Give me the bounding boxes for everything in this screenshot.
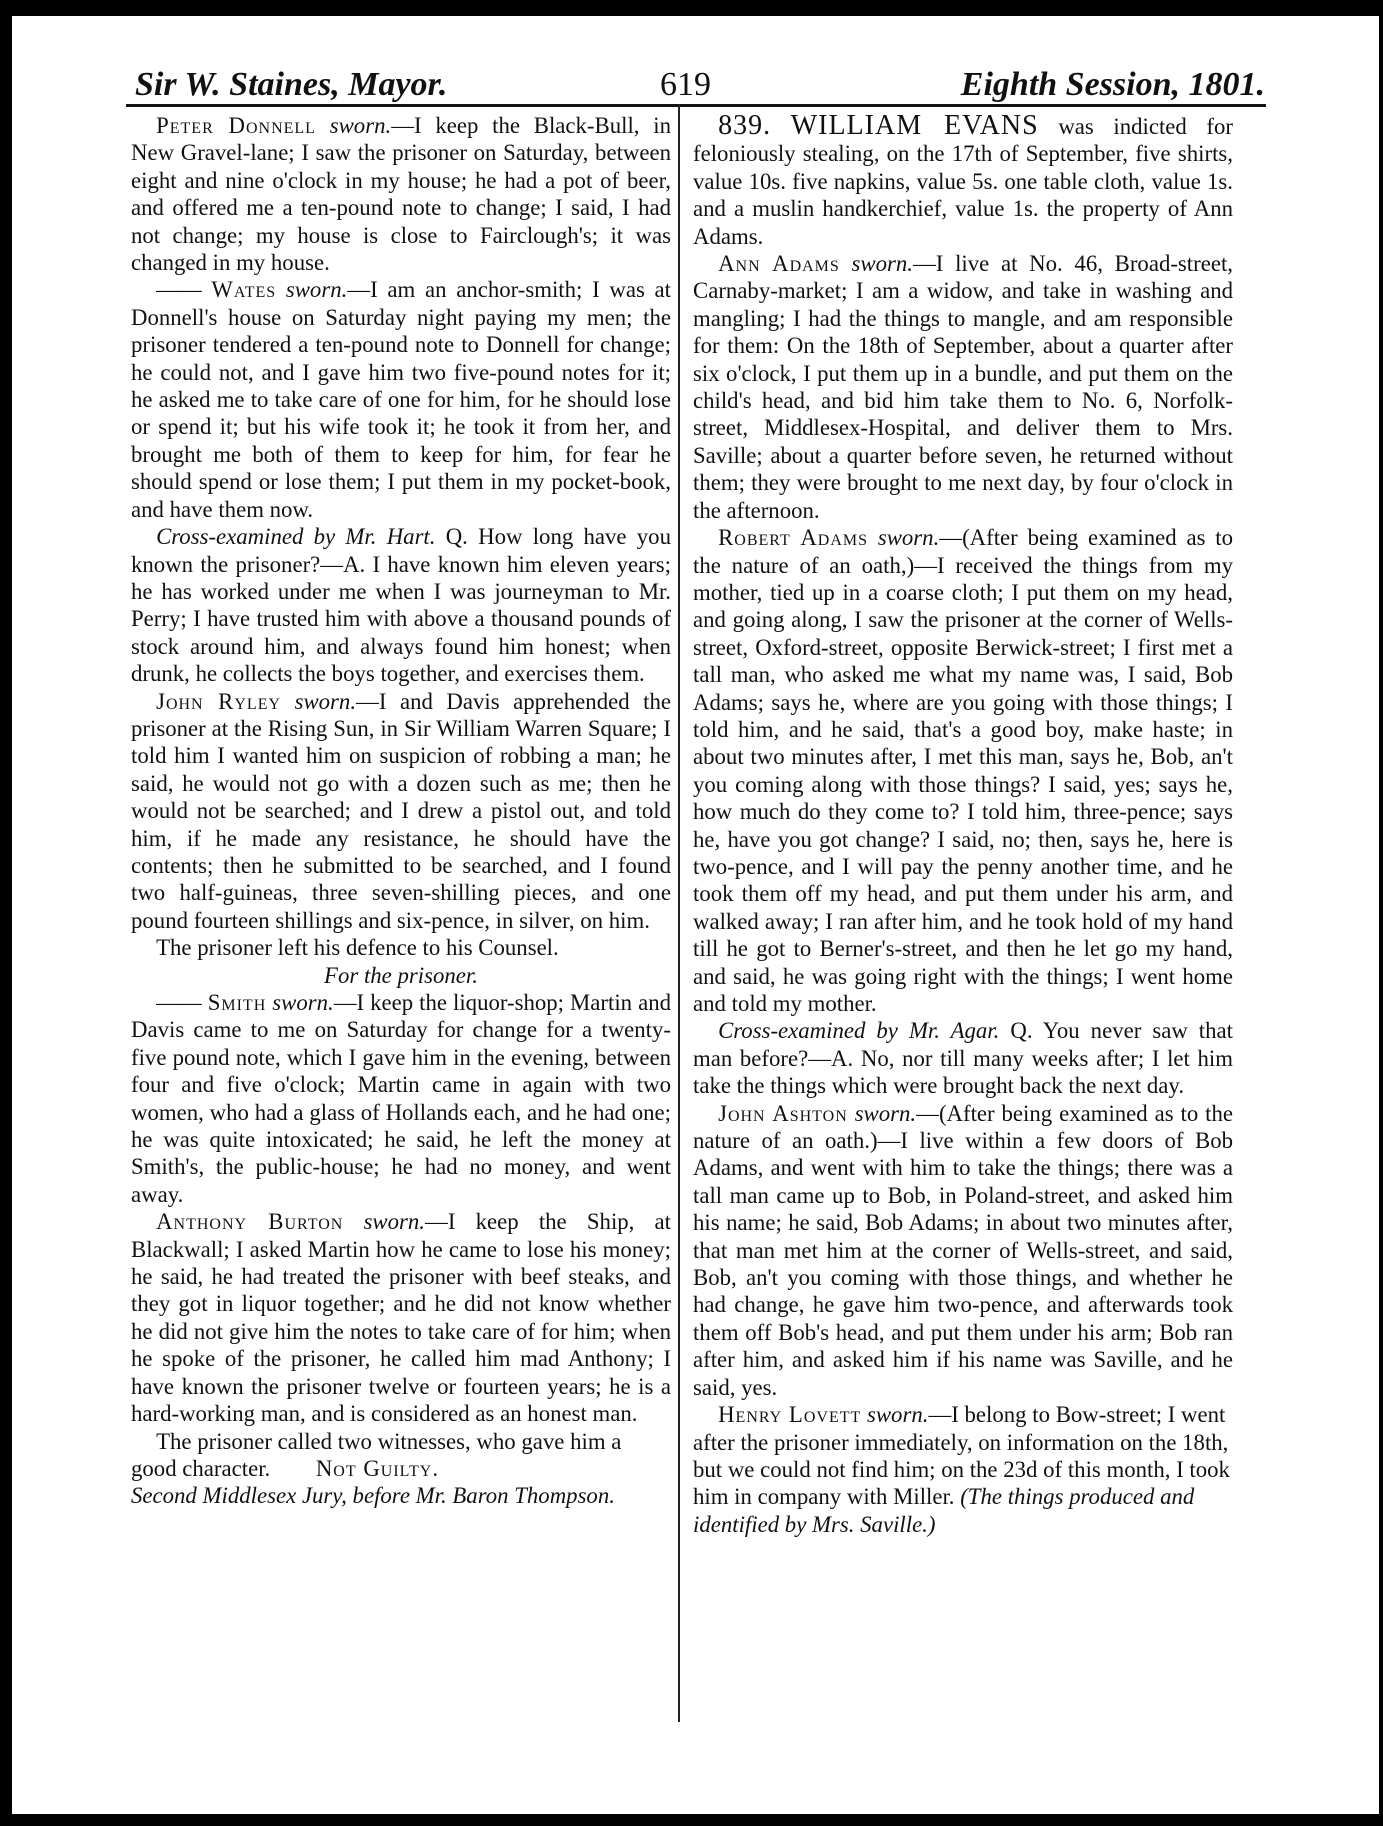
sworn-label: sworn. bbox=[851, 251, 913, 277]
cross-label: Cross-examined by Mr. Agar. bbox=[718, 1018, 1000, 1044]
testimony-peter-donnell bbox=[131, 112, 671, 276]
testimony-text: —I keep the Ship, at Blackwall; I asked Martin how he came to lose his money; he said, he had treated the prisoner with beef steaks, and they got in liquor together; and he did not know whether he did not give him the notes to take care of for him; when he spoke of the prisoner, he called him mad Anthony; I have known the prisoner twelve or fourteen years; he is a hard-working man, and is considered as an honest man. bbox=[131, 1209, 672, 1427]
testimony-robert-adams bbox=[693, 524, 1233, 1017]
testimony-anthony-burton bbox=[131, 1208, 671, 1427]
jury-note: Second Middlesex Jury, before Mr. Baron Thompson. bbox=[131, 1483, 615, 1509]
cross-examination-hart bbox=[131, 523, 671, 687]
identification-note: (The things produced and identified by Mrs. Saville.) bbox=[693, 1484, 1195, 1537]
header-rule bbox=[126, 104, 1266, 107]
cross-examination-agar bbox=[693, 1017, 1233, 1099]
witness-name: Robert Adams bbox=[718, 525, 869, 551]
dash-lead: —— bbox=[156, 990, 208, 1015]
dash-lead: —— bbox=[156, 277, 212, 303]
sworn-label: sworn. bbox=[272, 990, 334, 1015]
testimony-smith bbox=[131, 989, 671, 1208]
sworn-label: sworn. bbox=[854, 1100, 917, 1126]
sworn-label: sworn. bbox=[363, 1209, 426, 1235]
testimony-text: —I keep the liquor-shop; Martin and Davis came to me on Saturday for change for a twenty-five pound note, which I gave him in the evening, between four and five o'clock; Martin came in again with two women, who had a glass of Hollands each, and he had one; he was quite intoxicated; he said, he left the money at Smith's, the public-house; he had no money, and went away. bbox=[131, 990, 671, 1207]
indictment-text: was indicted for feloniously stealing, on the 17th of September, five shirts, value 10s. five napkins, value 5s. one table cloth, value 1s. and a muslin handkerchief, value 1s. the property of Ann Adams. bbox=[693, 114, 1233, 249]
testimony-text: Q. How long have you known the prisoner?—A. I have known him eleven years; he has worked under me when I was journeyman to Mr. Perry; I have trusted him with above a thousand pounds of stock around him, and always found him honest; when drunk, he collects the boys together, and exercises them. bbox=[131, 524, 671, 687]
testimony-text: —(After being examined as to the nature of an oath.)—I live within a few doors of Bob Adams, and went with him to take the things; there was a tall man came up to Bob, in Poland-street, and asked him his name; he said, Bob Adams; in about two minutes after, that man met him at the corner of Wells-street, and said, Bob, an't you coming with those things, and whether he had change, he gave him two-pence, and afterwards took them off Bob's head, and put them under his arm; Bob ran after him, and asked him if his name was Saville, and he said, yes. bbox=[693, 1100, 1233, 1400]
prisoner-name: WILLIAM EVANS bbox=[790, 110, 1039, 141]
testimony-text: —(After being examined as to the nature of an oath,)—I received the things from my mother, tied up in a coarse cloth; I put them on my head, and going along, I saw the prisoner at the corner of Wells-street, Oxford-street, opposite Berwick-street; I first met a tall man, who asked me what my name was, I said, Bob Adams; says he, where are you going with those things; I told him, and he said, that's a good boy, make haste; in about two minutes after, I met this man, says he, Bob, an't you coming along with those things? I said, yes; says he, how much do they come to? I told him, three-pence; says he, have you got change? I said, no; then, says he, here is two-pence, and I will pay the penny another time, and he took them off my head, and put them under his arm, and walked away; I ran after him, and he took hold of my hand till he got to Berner's-street, and then he let go my hand, and said, he was going right with the things; I went home and told my mother. bbox=[693, 525, 1233, 1016]
sworn-label: sworn. bbox=[877, 525, 940, 551]
testimony-henry-lovett bbox=[693, 1401, 1233, 1538]
sworn-label: sworn. bbox=[285, 277, 348, 303]
character-text: The prisoner called two witnesses, who gave him a good character. bbox=[131, 1428, 622, 1481]
testimony-text: —I keep the Black-Bull, in New Gravel-lane; I saw the prisoner on Saturday, between eight and nine o'clock in my house; he had a pot of beer, and offered me a ten-pound note to change; I said, I had not change; my house is close to Fairclough's; it was changed in my house. bbox=[131, 113, 671, 276]
testimony-john-ryley bbox=[131, 688, 671, 935]
witness-name: Anthony Burton bbox=[156, 1209, 344, 1235]
header-mayor: Sir W. Staines, Mayor. bbox=[135, 66, 448, 103]
sworn-label: sworn. bbox=[294, 688, 357, 714]
for-the-prisoner-heading: For the prisoner. bbox=[324, 962, 478, 988]
testimony-wates bbox=[131, 276, 671, 523]
witness-name: Ann Adams bbox=[718, 251, 840, 277]
witness-name: John Ashton bbox=[718, 1100, 848, 1126]
character-witnesses bbox=[131, 1428, 671, 1483]
witness-name: Wates bbox=[211, 277, 277, 303]
testimony-text: —I belong to Bow-street; I went after the prisoner immediately, on information on the 18th, but we could not find him; on the 23d of this month, I took him in company with Miller. bbox=[693, 1402, 1230, 1510]
witness-name: John Ryley bbox=[156, 688, 282, 714]
testimony-text: —I am an anchor-smith; I was at Donnell's house on Saturday night paying my men; the prisoner tendered a ten-pound note to Donnell for change; he could not, and I gave him two five-pound notes for it; he asked me to take care of one for him, for he should lose or spend it; but his wife took it; he took it from her, and brought me both of them to keep for him, for fear he should spend or lose them; I put them in my pocket-book, and have them now. bbox=[131, 277, 671, 522]
indictment-william-evans bbox=[693, 112, 1233, 250]
sworn-label: sworn. bbox=[329, 113, 392, 138]
header-session: Eighth Session, 1801. bbox=[960, 66, 1265, 103]
testimony-text: —I and Davis apprehended the prisoner at the Rising Sun, in Sir William Warren Square; I told him I wanted him on suspicion of robbing a man; he said, he would not go with a dozen such as me; then he would not be searched; and I drew a pistol out, and told him, if he made any resistance, he should have the contents; then he submitted to be searched, and I found two half-guineas, three seven-shilling pieces, and one pound fourteen shillings and six-pence, in silver, on him. bbox=[131, 688, 671, 933]
witness-name: Peter Donnell bbox=[156, 113, 316, 138]
testimony-text: —I live at No. 46, Broad-street, Carnaby-market; I am a widow, and take in washing and mangling; I had the things to mangle, and am responsible for them: On the 18th of September, about a quarter after six o'clock, I put them up in a bundle, and put them on the child's head, and bid him take them to No. 6, Norfolk-street, Middlesex-Hospital, and deliver them to Mrs. Saville; about a quarter before seven, he returned without them; they were brought to me next day, by four o'clock in the afternoon. bbox=[693, 251, 1233, 523]
testimony-john-ashton bbox=[693, 1100, 1233, 1401]
case-number: 839. bbox=[718, 110, 772, 141]
page-number: 619 bbox=[660, 66, 711, 103]
verdict: Not Guilty. bbox=[315, 1455, 440, 1481]
right-column bbox=[693, 112, 1233, 1538]
defence-note: The prisoner left his defence to his Counsel. bbox=[156, 935, 559, 961]
cross-label: Cross-examined by Mr. Hart. bbox=[156, 524, 436, 550]
testimony-ann-adams bbox=[693, 250, 1233, 524]
column-divider bbox=[678, 104, 680, 1722]
left-column bbox=[131, 112, 671, 1510]
witness-name: Smith bbox=[207, 990, 267, 1015]
witness-name: Henry Lovett bbox=[718, 1402, 862, 1428]
sworn-label: sworn. bbox=[866, 1402, 929, 1428]
testimony-text: Q. You never saw that man before?—A. No, nor till many weeks after; I let him take the things which were brought back the next day. bbox=[693, 1018, 1233, 1099]
